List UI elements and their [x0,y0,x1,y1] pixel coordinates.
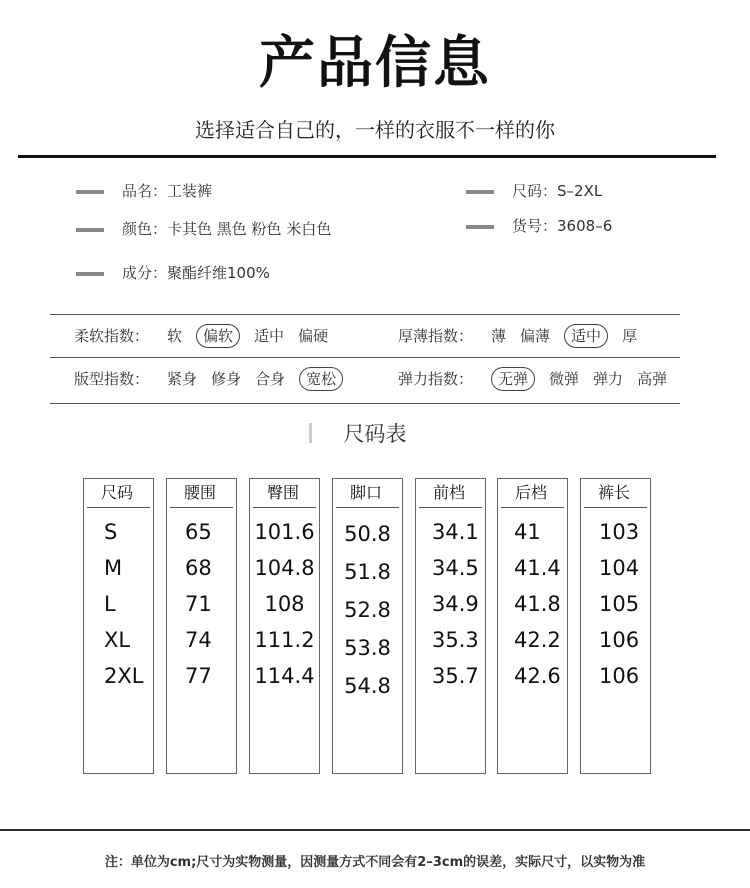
size-cell: 108 [264,592,305,616]
index-softness [74,322,342,350]
size-cell: 34.5 [432,556,479,580]
dash-icon [466,225,494,229]
size-column-header: 臀围 [253,479,316,508]
size-column [415,478,486,774]
size-cell: 35.3 [432,628,479,652]
size-cell: XL [104,628,131,652]
info-size-value: S–2XL [557,182,603,200]
index-option: 紧身 [167,370,198,388]
index-option: 修身 [211,370,242,388]
size-cell: 54.8 [344,674,391,698]
size-column-header: 裤长 [584,479,647,508]
index-option: 厚 [622,327,638,345]
index-fit [74,365,357,393]
size-cell: 2XL [104,664,144,688]
size-column [166,478,237,774]
info-size-label: 尺码： [512,182,558,200]
index-divider [50,357,680,358]
info-color-label: 颜色： [122,220,168,238]
index-label: 柔软指数： [74,327,150,345]
index-thickness [398,322,651,350]
size-column-header: 脚口 [336,479,399,508]
index-label: 弹力指数： [398,370,474,388]
index-label: 版型指数： [74,370,150,388]
size-cell: 41.4 [514,556,561,580]
size-cell: 34.1 [432,520,479,544]
size-cell: 101.6 [254,520,315,544]
size-column-header: 尺码 [87,479,150,508]
size-cell: 53.8 [344,636,391,660]
size-column [580,478,651,774]
size-cell: 77 [185,664,212,688]
size-cell: 41.8 [514,592,561,616]
size-column [497,478,568,774]
index-option: 偏软 [196,324,240,348]
size-cell: S [104,520,118,544]
size-column-header: 后档 [501,479,564,508]
size-table-title: 尺码表 [343,422,407,446]
size-cell: 104 [599,556,640,580]
size-cell: 42.2 [514,628,561,652]
index-option: 软 [167,327,183,345]
index-option: 合身 [255,370,286,388]
size-column-header: 前档 [419,479,482,508]
info-name [76,180,212,202]
info-color-value: 卡其色 黑色 粉色 米白色 [167,220,332,238]
size-cell: 35.7 [432,664,479,688]
info-sku [466,215,612,237]
index-option: 薄 [491,327,507,345]
page-title: 产品信息 [259,31,491,96]
size-cell: M [104,556,123,580]
index-option: 无弹 [491,367,535,391]
index-option: 偏薄 [520,327,551,345]
index-option: 宽松 [299,367,343,391]
info-material-value: 聚酯纤维100% [167,264,270,282]
size-cell: 41 [514,520,541,544]
index-option: 适中 [254,327,285,345]
size-column [249,478,320,774]
info-sku-label: 货号： [512,217,558,235]
size-column [83,478,154,774]
info-sku-value: 3608–6 [557,217,613,235]
info-material [76,262,270,284]
size-cell: L [104,592,116,616]
footer-note: 注：单位为cm;尺寸为实物测量，因测量方式不同会有2–3cm的误差，实际尺寸，以实物为准 [104,855,646,870]
size-cell: 106 [599,664,640,688]
size-cell: 68 [185,556,212,580]
size-cell: 65 [185,520,212,544]
size-cell: 50.8 [344,522,391,546]
size-cell: 71 [185,592,212,616]
size-cell: 111.2 [254,628,315,652]
index-elasticity [398,365,681,393]
index-option: 微弹 [549,370,580,388]
size-cell: 103 [599,520,640,544]
size-cell: 114.4 [254,664,315,688]
size-cell: 34.9 [432,592,479,616]
index-option: 偏硬 [298,327,329,345]
size-cell: 74 [185,628,212,652]
size-column [332,478,403,774]
page-subtitle: 选择适合自己的，一样的衣服不一样的你 [195,118,555,142]
size-cell: 52.8 [344,598,391,622]
info-size [466,180,602,202]
dash-icon [76,190,104,194]
size-cell: 106 [599,628,640,652]
index-option: 弹力 [593,370,624,388]
dash-icon [466,190,494,194]
size-cell: 104.8 [254,556,315,580]
header-divider [18,155,716,158]
size-cell: 105 [599,592,640,616]
info-color [76,218,331,240]
dash-icon [76,228,104,232]
size-column-header: 腰围 [170,479,233,508]
index-label: 厚薄指数： [398,327,474,345]
size-cell: 51.8 [344,560,391,584]
index-option: 高弹 [637,370,668,388]
info-material-label: 成分： [122,264,168,282]
footer-divider [0,829,750,831]
info-name-label: 品名： [122,182,168,200]
index-option: 适中 [564,324,608,348]
dash-icon [76,272,104,276]
info-name-value: 工装裤 [167,182,213,200]
size-cell: 42.6 [514,664,561,688]
